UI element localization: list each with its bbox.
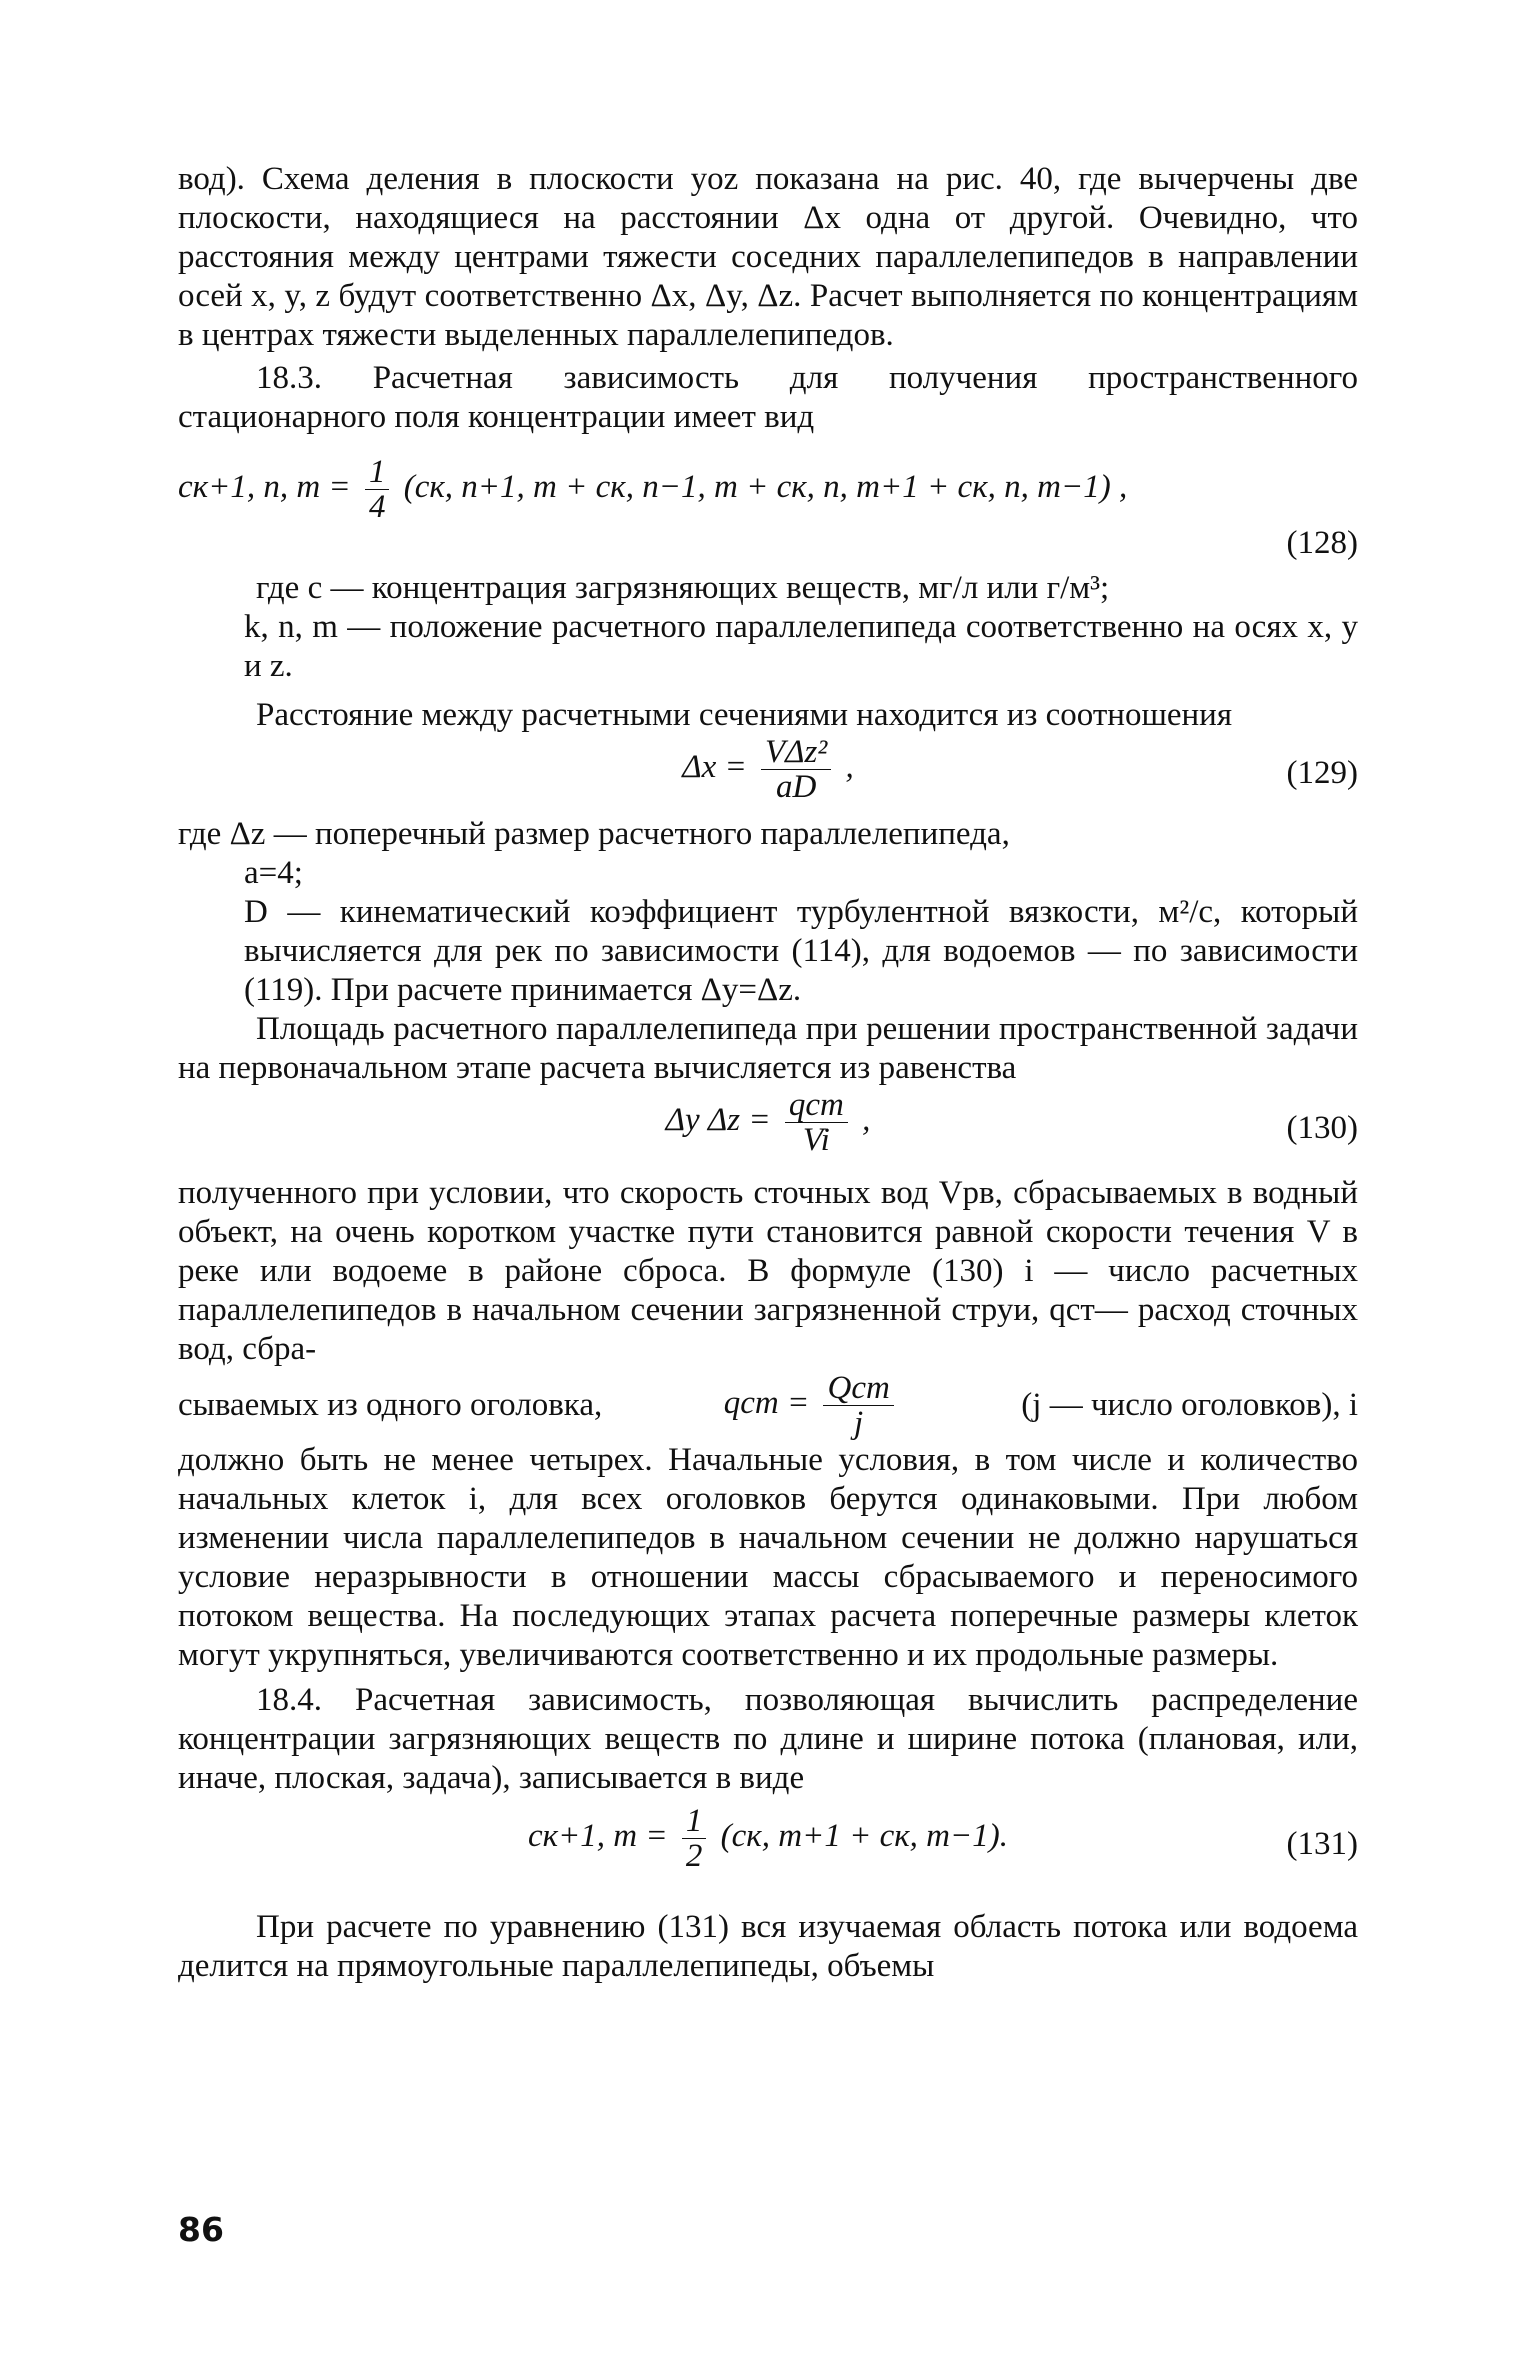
eq130-lhs: Δy Δz =: [665, 1102, 771, 1139]
equation-128-label-row: [178, 525, 1358, 569]
paragraph-distance: Расстояние между расчетными сечениями находится из соотношения: [256, 697, 1232, 733]
paragraph-intro: вод). Схема деления в плоскости yoz показана на рис. 40, где вычерчены две плоскости, находящиеся на расстоянии Δx одна от другой. Очевидно, что расстояния между центрами тяжести соседних параллелепипедов в направлении осей x, y, z будут соответственно Δx, Δy, Δz. Расчет выполняется по концентрациям в центрах тяжести выделенных параллелепипедов.: [178, 161, 1358, 353]
eq130-tail: ,: [862, 1102, 871, 1139]
equation-128: [178, 455, 1358, 525]
eq130-number: (130): [1286, 1110, 1358, 1146]
inline-numerator: Qст: [823, 1371, 893, 1406]
eq131-number: (131): [1286, 1826, 1358, 1862]
paragraph-area: Площадь расчетного параллелепипеда при решении пространственной задачи на первоначальном этапе расчета вычисляется из равенства: [178, 1011, 1358, 1086]
where-a: a=4;: [244, 855, 303, 891]
eq129-number: (129): [1286, 755, 1358, 791]
where-D: D — кинематический коэффициент турбулентной вязкости, м²/с, который вычисляется для рек по зависимости (114), для водоемов — по зависимости (119). При расчете принимается Δy=Δz.: [244, 894, 1358, 1008]
where-dz: где Δz — поперечный размер расчетного параллелепипеда,: [178, 816, 1010, 852]
eq129-lhs: Δx =: [682, 749, 747, 786]
inline-formula: [724, 1371, 900, 1440]
eq129-numerator: VΔz²: [761, 735, 831, 770]
inline-fraction: [823, 1371, 893, 1440]
where-kmn: k, n, m — положение расчетного параллелепипеда соответственно на осях x, y и z.: [244, 609, 1358, 684]
page-number: 86: [178, 2210, 224, 2249]
eq131-lhs: cк+1, m =: [527, 1818, 668, 1855]
eq131-rhs: (cк, m+1 + cк, m−1).: [720, 1818, 1009, 1855]
eq131-fraction: [682, 1804, 707, 1873]
equation-130: [178, 1088, 1358, 1174]
eq130-numerator: qст: [785, 1088, 848, 1123]
page-body: [178, 160, 1358, 1986]
where-c: где c — концентрация загрязняющих веществ, мг/л или г/м³;: [256, 570, 1110, 606]
eq131-denominator: 2: [685, 1838, 703, 1874]
eq130-denominator: Vi: [802, 1122, 830, 1158]
paragraph-speed: полученного при условии, что скорость сточных вод Vрв, сбрасываемых в водный объект, на очень коротком участке пути становится равной скорости течения V в реке или водоеме в районе сброса. В формуле (130) i — число расчетных параллелепипедов в начальном сечении загрязненной струи, qст— расход сточных вод, сбра-: [178, 1175, 1358, 1367]
eq131-numerator: 1: [682, 1804, 707, 1839]
eq128-rhs: (cк, n+1, m + cк, n−1, m + cк, n, m+1 + cк, n, m−1) ,: [403, 469, 1128, 506]
inline-denominator: j: [854, 1404, 864, 1441]
eq128-fraction: [365, 455, 390, 524]
inline-formula-row: [178, 1369, 1358, 1441]
eq128-numerator: 1: [365, 455, 390, 490]
eq129-denominator: aD: [775, 769, 817, 805]
eq129-fraction: [761, 735, 831, 804]
inline-pre: сываемых из одного оголовка,: [178, 1386, 603, 1423]
paragraph-18-4: 18.4. Расчетная зависимость, позволяющая вычислить распределение концентрации загрязняющих веществ по длине и ширине потока (плановая, или, иначе, плоская, задача), записывается в виде: [178, 1682, 1358, 1796]
inline-post: (j — число оголовков), i: [1021, 1386, 1358, 1423]
equation-129: [178, 735, 1358, 815]
equation-131: [178, 1804, 1358, 1886]
paragraph-18-3: 18.3. Расчетная зависимость для получения пространственного стационарного поля концентрации имеет вид: [178, 360, 1358, 435]
eq128-lhs: cк+1, n, m =: [178, 469, 351, 506]
paragraph-final: При расчете по уравнению (131) вся изучаемая область потока или водоема делится на прямоугольные параллелепипеды, объемы: [178, 1909, 1358, 1984]
inline-lhs: qст =: [723, 1384, 810, 1421]
eq128-number: (128): [1286, 525, 1358, 561]
eq130-fraction: [785, 1088, 848, 1157]
eq128-denominator: 4: [368, 489, 386, 525]
eq129-tail: ,: [845, 749, 854, 786]
paragraph-conditions: должно быть не менее четырех. Начальные условия, в том числе и количество начальных клеток i, для всех оголовков берутся одинаковыми. При любом изменении числа параллелепипедов в начальном сечении не должно нарушаться условие неразрывности в отношении массы сбрасываемого и переносимого потоком вещества. На последующих этапах расчета поперечные размеры клеток могут укрупняться, увеличиваются соответственно и их продольные размеры.: [178, 1442, 1358, 1673]
